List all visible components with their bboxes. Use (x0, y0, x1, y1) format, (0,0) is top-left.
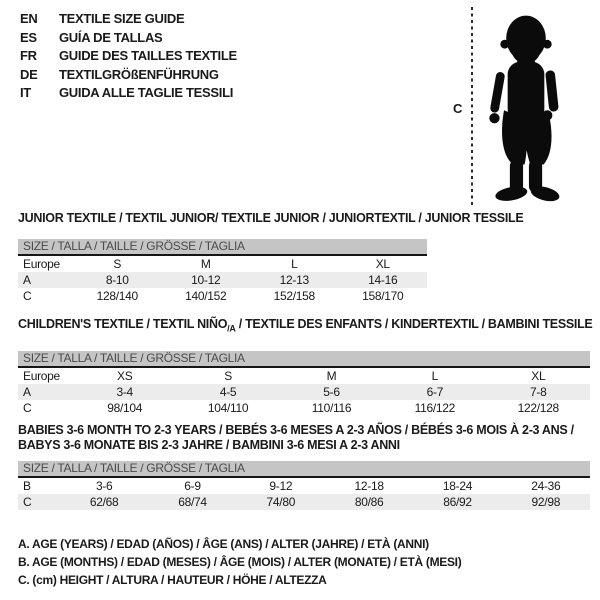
age-cell: 14-16 (368, 273, 398, 287)
age-cell: 8-10 (105, 273, 129, 287)
list-item (20, 66, 237, 85)
age-cell: 7-8 (530, 384, 547, 399)
height-cell: 110/116 (311, 400, 352, 415)
size-cell: XS (116, 368, 133, 383)
row-label: A (23, 273, 31, 287)
babies-textile-section (18, 423, 590, 510)
baby-silhouette-icon (482, 9, 570, 207)
list-item (20, 47, 237, 66)
table-row (18, 256, 427, 272)
guide-title-it: GUIDA ALLE TAGLIE TESSILI (59, 85, 234, 100)
section-title: JUNIOR TEXTILE / TEXTIL JUNIOR/ TEXTILE JUNIOR / JUNIORTEXTIL / JUNIOR TESSILE (18, 211, 524, 225)
height-cell: 86/92 (443, 495, 472, 509)
row-label: C (23, 495, 32, 509)
height-measure-line (470, 7, 474, 207)
table-row (18, 384, 590, 400)
size-header-bar: SIZE / TALLA / TAILLE / GRÖSSE / TAGLIA (18, 351, 590, 368)
language-code: EN (20, 11, 38, 26)
language-code: DE (20, 66, 38, 82)
list-item (20, 29, 237, 48)
height-cell: 140/152 (185, 289, 227, 303)
age-cell: 5-6 (323, 384, 340, 399)
row-label: C (23, 289, 32, 303)
junior-size-table (18, 256, 427, 304)
height-cell: 62/68 (89, 495, 119, 509)
size-header-bar: SIZE / TALLA / TAILLE / GRÖSSE / TAGLIA (18, 239, 427, 256)
childrens-size-table (18, 368, 590, 416)
height-marker-label: C (453, 101, 463, 116)
note-a: A. AGE (YEARS) / EDAD (AÑOS) / ÂGE (ANS) / ALTER (JAHRE) / ETÀ (ANNI) (18, 537, 429, 551)
junior-textile-section (18, 211, 524, 304)
age-cell: 6-9 (184, 479, 201, 493)
table-row (18, 400, 590, 416)
note-c: C. (cm) HEIGHT / ALTURA / HAUTEUR / HÖHE / ALTEZZA (18, 573, 327, 587)
size-cell: M (326, 368, 337, 383)
table-row (18, 478, 590, 494)
language-code: FR (20, 48, 37, 63)
section-title (18, 317, 593, 337)
list-item (20, 10, 237, 29)
height-cell: 152/158 (273, 289, 315, 303)
height-cell: 128/140 (96, 289, 138, 303)
age-cell: 10-12 (191, 273, 221, 287)
guide-title-fr: GUIDE DES TAILLES TEXTILE (59, 48, 237, 63)
list-item (20, 84, 237, 103)
age-cell: 12-13 (279, 273, 309, 287)
title-part: / TEXTILE DES ENFANTS / KINDERTEXTIL / BAMBINI TESSILE (235, 317, 593, 331)
guide-title-es: GUÍA DE TALLAS (59, 29, 163, 45)
guide-title-de: TEXTILGRÖßENFÜHRUNG (59, 66, 219, 82)
table-row (18, 272, 427, 288)
height-cell: 74/80 (266, 495, 296, 509)
age-cell: 6-7 (426, 384, 444, 399)
height-cell: 80/86 (354, 495, 384, 509)
size-cell: L (431, 368, 439, 383)
height-cell: 98/104 (107, 400, 143, 415)
row-label: Europe (23, 257, 60, 271)
age-cell: 3-6 (95, 479, 113, 493)
section-title-line2: BABYS 3-6 MONATE BIS 2-3 JAHRE / BAMBINI 3-6 MESI A 2-3 ANNI (18, 438, 400, 452)
language-title-list (20, 10, 237, 103)
size-cell: M (200, 257, 211, 271)
legend-notes (18, 535, 461, 589)
row-label: Europe (23, 368, 60, 383)
language-code: IT (20, 85, 31, 100)
note-b: B. AGE (MONTHS) / EDAD (MESES) / ÂGE (MOIS) / ALTER (MONATE) / ETÀ (MESI) (18, 555, 462, 569)
height-cell: 68/74 (178, 495, 207, 509)
height-cell: 158/170 (362, 289, 404, 303)
table-row (18, 368, 590, 384)
size-cell: L (291, 257, 298, 271)
language-code: ES (20, 29, 37, 45)
age-cell: 9-12 (269, 479, 293, 493)
height-cell: 116/122 (414, 400, 456, 415)
guide-title-en: TEXTILE SIZE GUIDE (59, 11, 185, 26)
age-cell: 24-36 (531, 479, 561, 493)
row-label: B (23, 479, 31, 493)
age-cell: 3-4 (116, 384, 133, 399)
row-label: C (23, 400, 32, 415)
size-cell: XL (531, 368, 546, 383)
age-cell: 4-5 (219, 384, 237, 399)
size-cell: XL (375, 257, 390, 271)
height-cell: 104/110 (207, 400, 249, 415)
age-cell: 12-18 (354, 479, 384, 493)
table-row (18, 288, 427, 304)
table-row (18, 494, 590, 510)
height-cell: 122/128 (517, 400, 559, 415)
size-cell: S (224, 368, 232, 383)
row-label: A (23, 384, 31, 399)
section-title-line1: BABIES 3-6 MONTH TO 2-3 YEARS / BEBÉS 3-6 MESES A 2-3 AÑOS / BÉBÉS 3-6 MOIS À 2-3 ANS / (18, 423, 574, 437)
size-header-bar: SIZE / TALLA / TAILLE / GRÖSSE / TAGLIA (18, 461, 590, 478)
childrens-textile-section (18, 317, 593, 416)
title-part: CHILDREN'S TEXTILE / TEXTIL NIÑO (18, 317, 228, 331)
title-subscript: /A (227, 323, 236, 334)
babies-size-table (18, 478, 590, 510)
size-cell: S (113, 257, 122, 271)
age-cell: 18-24 (442, 479, 473, 493)
height-cell: 92/98 (531, 495, 561, 509)
